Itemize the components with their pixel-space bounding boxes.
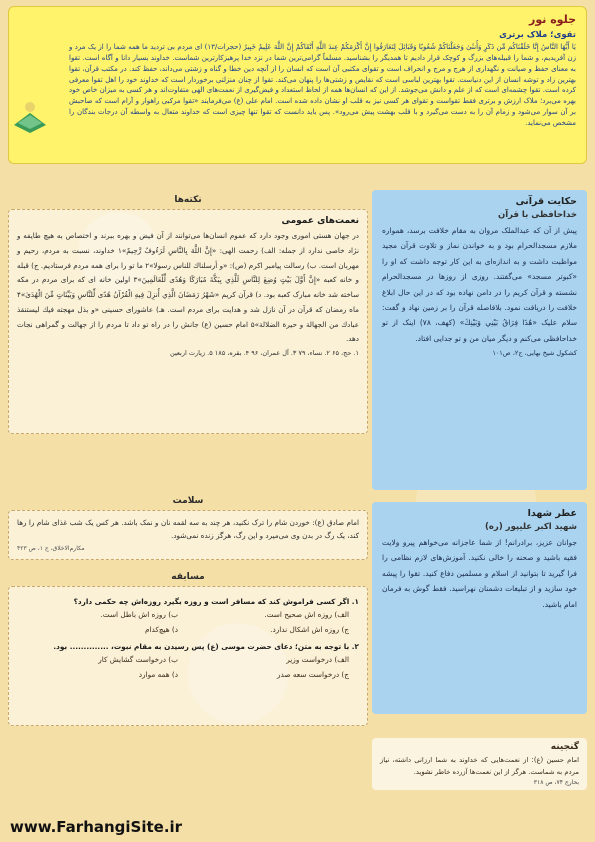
notes-label: نکته‌ها [174,195,202,205]
martyr-box [372,502,587,714]
q2-option-a[interactable]: الف) درخواست وزیر [286,655,349,664]
notes-body: در جهان هستی اموری وجود دارد که عموم انسان‌ها می‌توانند از آن فیض و بهره ببرند و اختصاص به هیچ طایفه و نژاد خاصی ندارد از جمله: الف) رحمت الهی: «إِنَّ اللَّهَ بِالنَّاسِ لَرَءُوفٌ رَّحِيمٌ»۱ خداوند، نسبت به مردم، رحیم و مهربان است. ب) رسالت پیامبر اکرم (ص): «و أرسلناك للناس رسولا»۲ ما تو را برای همه مردم فرستادیم. ج) قبله و خانه کعبه «إِنَّ أَوَّلَ بَيْتٍ وُضِعَ لِلنَّاسِ لَلَّذِي بِبَكَّةَ مُبَارَكًا وَهُدًى لِّلْعَالَمِينَ»۳ اولین خانه ای که برای مردم در مکه ساخته شد خانه مبارک کعبه بود. د) قرآن کریم «شَهْرُ رَمَضَانَ الَّذِي أُنزِلَ فِيهِ الْقُرْآنُ هُدًى لِّلنَّاسِ وَبَيِّنَاتٍ مِّنَ الْهُدَىٰ»۴ ماه رمضان که قرآن در آن نازل شد و هدایت برای مردم است. هـ) عاشورای حسینی «و بذل مهجته فيك ليستنقذ عبادك من الجهالة و حيرة الضلالة»۵ امام حسین (ع) جانش را در راه تو داد تا مردم را از جهالت و گمراهی نجات دهد. [17,231,359,344]
top-title: جلوه نور [529,13,576,26]
story-src: کشکول شیخ بهایی، ج۲، ص۱۰۱ [492,349,577,357]
top-banner [8,6,587,164]
contest-label: مسابقه [171,572,205,582]
health-body: امام صادق (ع): خوردن شام را ترک نکنید، هر چند به سه لقمه نان و نمک باشد. هر کس یک شب غذای شام را رها کند، یک رگ در بدن وی می‌میرد و این رگ، هرگز زنده نمی‌شود. [17,518,359,540]
top-subtitle: تقوی؛ ملاک برتری [499,30,576,40]
question-1-options [17,610,359,634]
treasure-title: گنجینه [550,742,579,752]
q2-option-b[interactable]: ب) درخواست گشایش کار [98,655,178,664]
notes-refs: ۱. حج، ۶۵ ۲. نساء، ۷۹ ۳. آل عمران، ۹۶ ۴. بقره، ۱۸۵ ۵. زیارت اربعین [170,349,359,358]
question-2-options [17,655,359,679]
story-box [372,190,587,490]
notes-box [8,209,368,434]
health-box [8,510,368,560]
health-src: مکارم‌الاخلاق، ج ۱، ص ۴۲۳ [17,544,85,552]
q1-option-c[interactable]: ج) روزه اش اشکال ندارد. [270,625,349,634]
notes-title: نعمت‌های عمومی [281,216,359,226]
top-body: يَا أَيُّهَا النَّاسُ إِنَّا خَلَقْنَاكُم مِّن ذَكَرٍ وَأُنثَىٰ وَجَعَلْنَاكُمْ شُعُوبًا وَقَبَائِلَ لِتَعَارَفُوا إِنَّ أَكْرَمَكُمْ عِندَ اللَّهِ أَتْقَاكُمْ إِنَّ اللَّهَ عَلِيمٌ خَبِيرٌ (حجرات/۱۳) ای مردم بی تردید ما همه شما را از یک مرد و زن آفریدیم، و شما را قبیله‌های بزرگ و کوچک قرار دادیم تا همدیگر را بشناسید. مسلماً گرامی‌ترین شما در نزد خدا پرهیزکارترین شماست. خداوند بسیار دانا و آگاه است. تقوا به معنای حفظ و صیانت و نگهداری از هرج و مرج و انحراف است و تقوای مکتبی آن است که انسان را از آنچه دین خطا و گناه و زشتی می‌داند، حفظ کند. در مکتب قرآن، تقوا بهترین زاد و توشه انسان از این دنیاست. تقوا بهترین لباسی است که نقایص و زشتی‌ها را پنهان می‌کند. تقوا از چنان منزلتی برخوردار است که خداوند خود را اهل تقوا معرفی کرده است. تقوا چشمه‌ای است که از علم و دانش می‌جوشد. از این که انسان‌ها همه از لحاظ استعداد و فیض‌گیری از نعمت‌های الهی متفاوت‌اند و هر کسی به میزان خاص خود بهره می‌برد؛ ملاک ارزش و برتری فقط تقواست و تقوای هر کسی نیز به قلب او نشان داده شده است. امام علی (ع) می‌فرمایند «تقوا مرکبی راهوار و آرام است که صاحبش بر آن سوار می‌شود و زمام آن را به دست می‌گیرد و با قلب بهشت پیش می‌رود». پس باید دانست که تقوا تنها چیزی است که خداوند متعال به واسطه آن درجات بندگان را مشخص می‌نماید. [69,43,576,127]
question-1: ۱. اگر کسی فراموش کند که مسافر است و روزه بگیرد روزه‌اش چه حکمی دارد؟ [73,597,359,606]
martyr-name: شهید اکبر علیپور (ره) [485,522,577,532]
question-2: ۲. با توجه به متن؛ دعای حضرت موسی (ع) پس رسیدن به مقام نبوت، .............. بود. [53,642,359,651]
treasure-body: امام حسین (ع): از نعمت‌هایی که خداوند به شما ارزانی داشته، نیاز مردم به شماست. هرگز از این نعمت‌ها آزرده خاطر نشوید. [380,756,579,777]
martyr-body: جوانان عزیز، برادرانم! از شما عاجزانه می‌خواهم پیرو ولایت فقیه باشید و صحنه را خالی نکنید. آموزش‌های لازم نظامی را فرا گیرید تا بتوانید از اسلام و مسلمین دفاع کنید. تقوا را پیشه خود سازید و از تبلیغات دشمنان نهراسید. فقط گوش به فرمان امام باشید. [382,538,577,609]
footer-website-link[interactable]: www.FarhangiSite.ir [10,818,183,836]
left-column [8,195,368,726]
contest-box [8,586,368,726]
q1-option-d[interactable]: د) هیچ‌کدام [144,625,178,634]
treasure-src: بحارج ۷۴، ص ۳۱۸ [533,779,579,787]
q2-option-d[interactable]: د) همه موارد [138,670,178,679]
story-title: حکایت قرآنی [515,196,577,207]
q1-option-b[interactable]: ب) روزه اش باطل است. [100,610,178,619]
q1-option-a[interactable]: الف) روزه اش صحیح است. [264,610,349,619]
health-label: سلامت [172,496,204,506]
treasure-box [372,738,587,790]
quran-stand-icon [10,95,50,135]
q2-option-c[interactable]: ج) درخواست سعه صدر [277,670,349,679]
story-body: پیش از آن که عبدالملک مروان به مقام خلافت برسد، همواره ملازم مسجدالحرام بود و به خواندن نماز و تلاوت قرآن مجید مواظبت داشت و به اندازه‌ای به این کار توجه داشت که او را «کبوتر مسجد» می‌گفتند. روزی از روزها در مسجدالحرام نشسته و قرآن کریم را در دامن نهاده بود که در این حال ابلاغ خلافت را دریافت نمود. بلافاصله قرآن را بر زمین نهاد و گفت: سلام علیک «هَٰذَا فِرَاقُ بَيْنِي وَبَيْنِكَ» (کهف، ۷۸) اینک از تو خداحافظی می‌کنم و دیگر میان من و تو جدایی افتاد. [382,226,577,343]
martyr-title: عطر شهدا [527,508,577,519]
right-column [372,190,587,714]
story-subtitle: خداحافظی با قرآن [497,210,577,220]
